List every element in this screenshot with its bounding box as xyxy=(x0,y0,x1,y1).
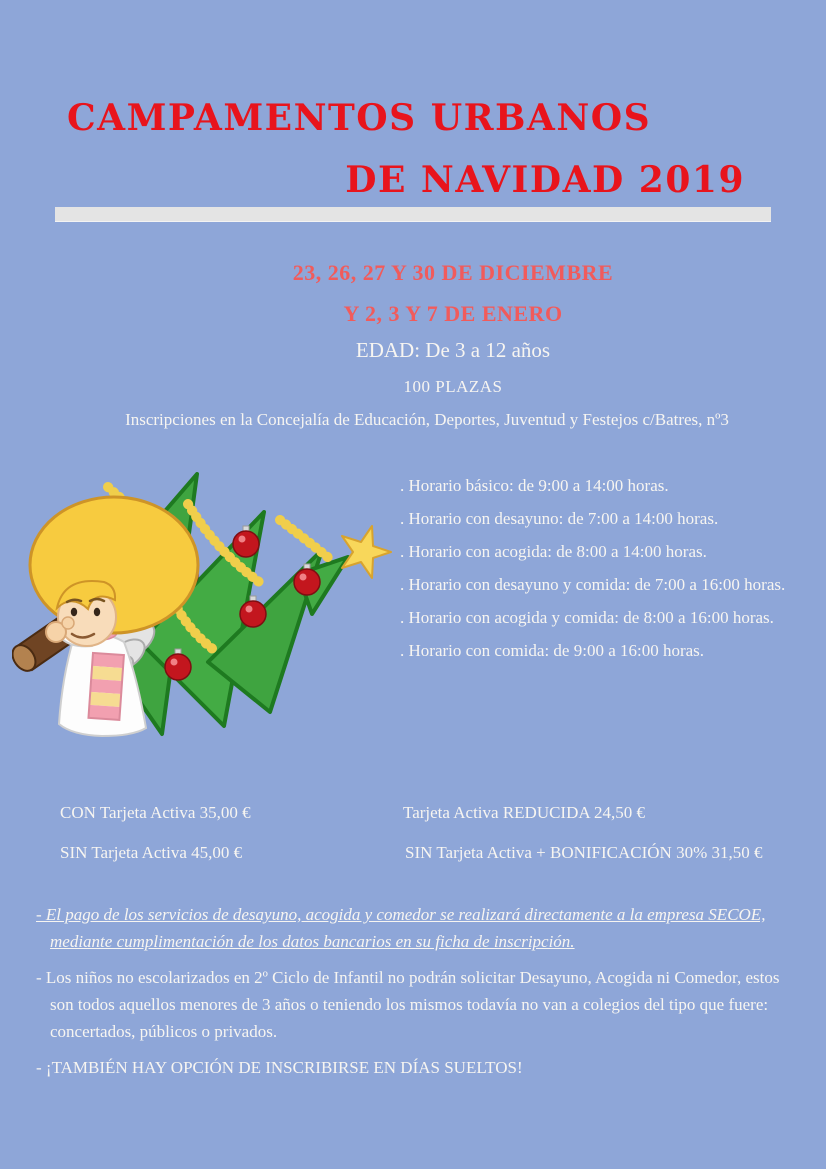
dates-december: 23, 26, 27 Y 30 DE DICIEMBRE xyxy=(292,260,614,285)
schedule-item-desayuno-comida: . Horario con desayuno y comida: de 7:00 a 16:00 horas. xyxy=(400,575,786,594)
schedule-item-basico: . Horario básico: de 9:00 a 14:00 horas. xyxy=(400,476,669,495)
angel-christmas-tree-illustration xyxy=(12,462,407,752)
registration-info: Inscripciones en la Concejalía de Educación, Deportes, Juventud y Festejos c/Batres, nº3 xyxy=(125,410,729,429)
notes-section xyxy=(36,901,792,1090)
schedule-list xyxy=(400,474,798,672)
price-sin-tarjeta-bonificacion: SIN Tarjeta Activa + BONIFICACIÓN 30% 31,50 € xyxy=(405,843,763,862)
dates-january: Y 2, 3 Y 7 DE ENERO xyxy=(343,301,563,326)
price-con-tarjeta: CON Tarjeta Activa 35,00 € xyxy=(60,803,251,822)
price-sin-tarjeta: SIN Tarjeta Activa 45,00 € xyxy=(60,843,243,862)
divider-bar xyxy=(55,207,771,222)
schedule-item-acogida: . Horario con acogida: de 8:00 a 14:00 horas. xyxy=(400,542,707,561)
poster-title-line2: DE NAVIDAD 2019 xyxy=(345,159,745,201)
star-icon xyxy=(342,526,391,578)
schedule-item-desayuno: . Horario con desayuno: de 7:00 a 14:00 horas. xyxy=(400,509,719,528)
note-eligibility: - Los niños no escolarizados en 2º Ciclo de Infantil no podrán solicitar Desayuno, Acogida ni Comedor, estos son todos aquellos menores de 3 años o teniendo los mismos todavía no van a colegios del tipo que fuere: concertados, públicos o privados. xyxy=(36,968,780,1041)
poster-title-line1: CAMPAMENTOS URBANOS xyxy=(67,97,652,139)
schedule-item-comida: . Horario con comida: de 9:00 a 16:00 horas. xyxy=(400,641,705,660)
angel-scarf xyxy=(88,653,123,720)
note-single-days: - ¡TAMBIÉN HAY OPCIÓN DE INSCRIBIRSE EN DÍAS SUELTOS! xyxy=(36,1058,523,1077)
places-info: 100 PLAZAS xyxy=(403,377,503,396)
age-info: EDAD: De 3 a 12 años xyxy=(355,338,551,362)
note-payment-secoe: - El pago de los servicios de desayuno, acogida y comedor se realizará directamente a la empresa SECOE, mediante cumplimentación de los datos bancarios en su ficha de inscripción. xyxy=(36,905,766,951)
schedule-item-acogida-comida: . Horario con acogida y comida: de 8:00 a 16:00 horas. xyxy=(400,608,774,627)
angel-christmas-tree-icon xyxy=(12,462,407,752)
price-tarjeta-reducida: Tarjeta Activa REDUCIDA 24,50 € xyxy=(403,803,645,822)
